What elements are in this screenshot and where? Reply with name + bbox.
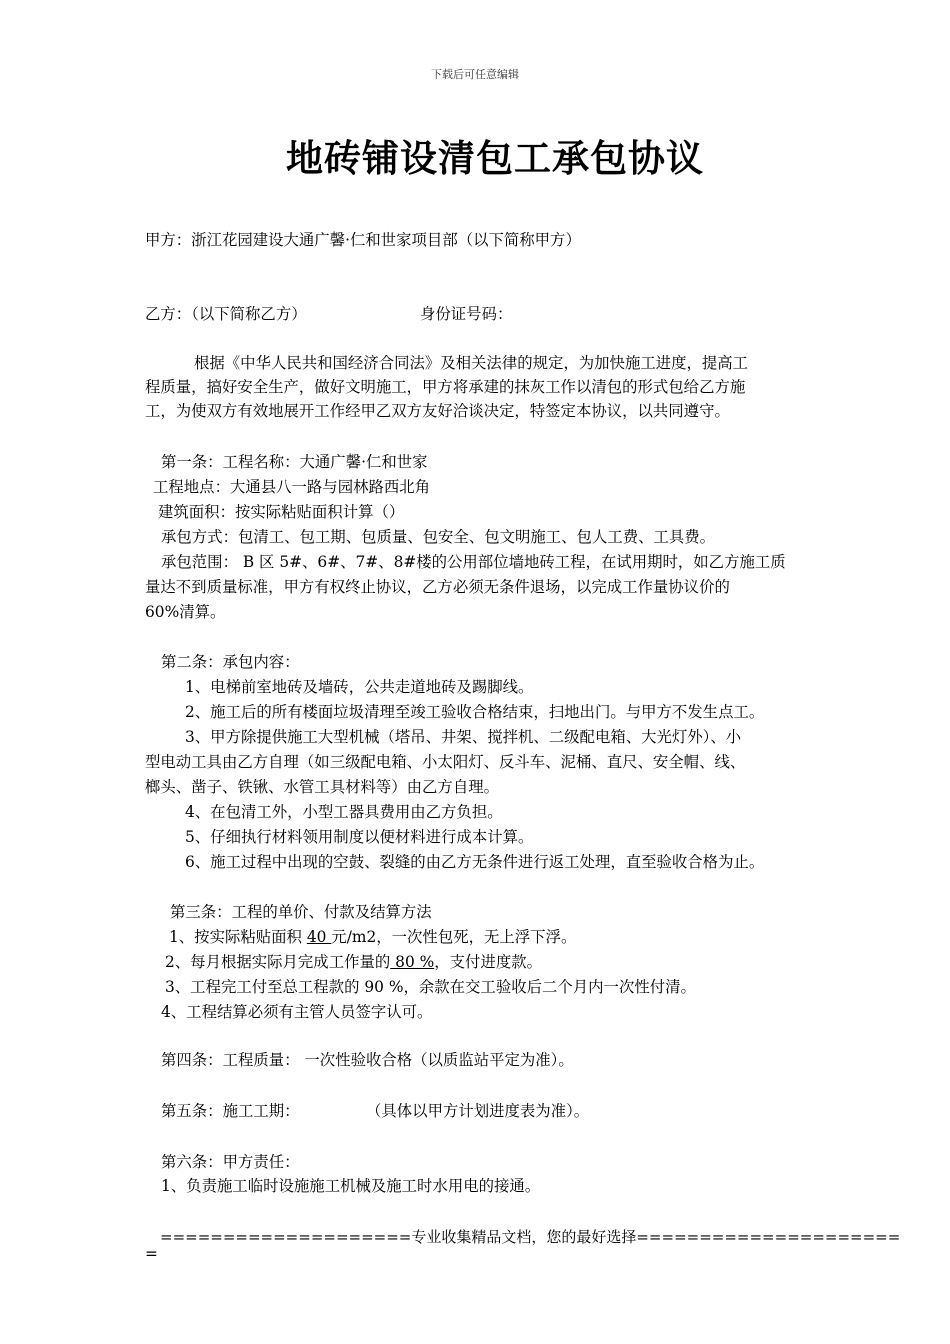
list-item [165,950,542,974]
list-item: 6、施工过程中出现的空鼓、裂缝的由乙方无条件进行返工处理，直至验收合格为止。 [185,853,765,871]
building-area: 建筑面积：按实际粘贴面积计算（） [158,503,405,521]
footer-banner-cont: = [145,1245,158,1263]
party-a: 甲方：浙江花园建设大通广馨·仁和世家项目部（以下简称甲方） [145,231,581,249]
list-item [169,925,576,949]
contract-scope: 承包范围： B 区 5#、6#、7#、8#楼的公用部位墙地砖工程，在试用期时，如乙方施工质 [161,553,786,571]
contract-scope-cont: 60%清算。 [145,603,226,621]
project-location: 工程地点：大通县八一路与园林路西北角 [153,478,431,496]
document-title: 地砖铺设清包工承包协议 [286,136,704,180]
list-item: 1、负责施工临时设施施工机械及施工时水用电的接通。 [161,1177,541,1195]
list-item: 2、施工后的所有楼面垃圾清理至竣工验收合格结束，扫地出门。与甲方不发生点工。 [185,703,765,721]
list-item: 3、甲方除提供施工大型机械（塔吊、井架、搅拌机、二级配电箱、大光灯外）、小 [185,728,742,746]
article5-label: 第五条：施工工期： [161,1102,300,1120]
list-item-cont: 榔头、凿子、铁锹、水管工具材料等）由乙方自理。 [145,778,499,796]
contract-method: 承包方式：包清工、包工期、包质量、包安全、包文明施工、包人工费、工具费。 [161,528,716,546]
list-item: 1、电梯前室地砖及墙砖，公共走道地砖及踢脚线。 [185,678,534,696]
intro-line: 工，为使双方有效地展开工作经甲乙双方友好洽谈决定，特签定本协议，以共同遵守。 [145,402,730,420]
progress-pay-pre: 2、每月根据实际月完成工作量的 [165,953,391,971]
progress-pay-post: ，支付进度款。 [434,953,543,971]
unit-price-value: 40 [306,928,332,946]
article3-title: 第三条：工程的单价、付款及结算方法 [170,903,432,921]
id-number-label: 身份证号码： [420,305,513,323]
unit-price-post: 元/m2，一次性包死，无上浮下浮。 [331,928,577,946]
list-item-cont: 型电动工具由乙方自理（如三级配电箱、小太阳灯、反斗车、泥桶、直尺、安全帽、线、 [145,753,746,771]
intro-line: 程质量，搞好安全生产，做好文明施工，甲方将承建的抹灰工作以清包的形式包给乙方施 [145,378,746,396]
list-item: 5、仔细执行材料领用制度以便材料进行成本计算。 [185,828,534,846]
article5-note: （具体以甲方计划进度表为准）。 [366,1102,590,1120]
intro-line: 根据《中华人民共和国经济合同法》及相关法律的规定，为加快施工进度，提高工 [194,354,749,372]
party-b-label: 乙方：（以下简称乙方） [145,305,307,323]
unit-price-pre: 1、按实际粘贴面积 [169,928,307,946]
article4: 第四条：工程质量： 一次性验收合格（以质监站平定为准）。 [161,1051,574,1069]
progress-pay-value: 80 % [390,953,435,971]
list-item: 4、工程结算必须有主管人员签字认可。 [161,1003,433,1021]
footer-banner: ====================专业收集精品文档，您的最好选择===================== [160,1228,901,1246]
list-item: 4、在包清工外，小型工器具费用由乙方负担。 [185,803,503,821]
article1-title: 第一条：工程名称：大通广馨·仁和世家 [161,453,428,471]
article2-title: 第二条：承包内容： [161,653,300,671]
article6-title: 第六条：甲方责任： [161,1153,300,1171]
contract-scope-cont: 量达不到质量标准，甲方有权终止协议，乙方必须无条件退场，以完成工作量协议价的 [145,578,730,596]
list-item: 3、工程完工付至总工程款的 90 %，余款在交工验收后二个月内一次性付清。 [165,978,696,996]
page-header: 下载后可任意编辑 [431,68,519,81]
